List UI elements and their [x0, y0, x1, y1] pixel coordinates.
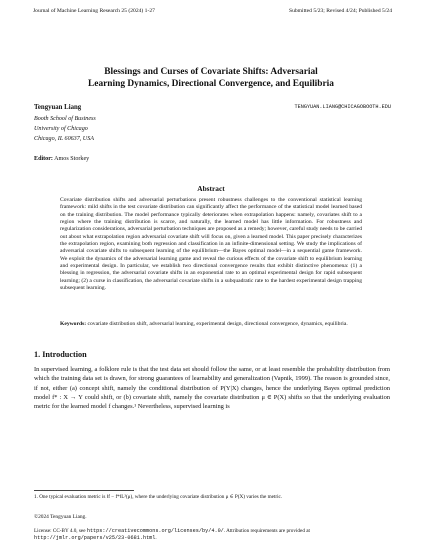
license-url[interactable]: https://creativecommons.org/licenses/by/4.0/: [86, 528, 224, 534]
copyright-line: ©2024 Tengyuan Liang.: [34, 514, 87, 520]
editor-name: Amos Storkey: [54, 156, 90, 162]
introduction-body: [34, 365, 390, 411]
license-suffix: .: [155, 535, 157, 541]
title-line-2: Learning Dynamics, Directional Convergence, and Equilibria: [88, 79, 334, 89]
author-email: TENGYUAN.LIANG@CHICAGOBOOTH.EDU: [294, 104, 391, 110]
keywords-label: Keywords:: [60, 321, 87, 327]
author-name: Tengyuan Liang: [34, 104, 82, 111]
affiliation-university: University of Chicago: [34, 126, 88, 132]
submission-dates: Submitted 5/23; Revised 4/24; Published 5/24: [288, 8, 392, 14]
license-prefix: License: CC-BY 4.0, see: [34, 528, 86, 534]
footnote: 1. One typical evaluation metric is ‖f − f*‖L²(μ), where the underlying covariate distribution μ ∈ P(X) varies the metric.: [34, 494, 283, 500]
keywords: [60, 321, 362, 328]
intro-paragraph: In supervised learning, a folklore rule is that the test data set should follow the same, or at least resemble the probability distribution from which the training data set is drawn, for strong guarantees of learnability and generalization (Vapnik, 1999). The reason is grounded since, if not, either (a) concept shift, namely the conditional distribution of P(Y|X) changes, hence the underlying Bayes optimal prediction model f* : X → Y could shift, or (b) covariate shift, namely the covariate distribution μ ∈ P(X) shifts so that the underlying evaluation metric for the learned model f changes.¹ Nevertheless, supervised learning is: [34, 366, 390, 410]
license-line: [34, 528, 390, 542]
affiliation-school: Booth School of Business: [34, 116, 96, 122]
license-middle: . Attribution requirements are provided at: [223, 528, 310, 534]
editor-label: Editor:: [34, 156, 53, 162]
affiliation-address: Chicago, IL 60637, USA: [34, 136, 94, 142]
title-line-1: Blessings and Curses of Covariate Shifts: Adversarial: [104, 67, 318, 77]
running-header: [33, 8, 392, 14]
paper-title: [34, 66, 388, 90]
abstract-text: Covariate distribution shifts and adversarial perturbations present robustness challenges to the conventional statistical learning framework: mild shifts in the test covariate distribution can significantly affect the performance of the statistical model learned based on the training distribution. The model performance typically deteriorates when extrapolation happens: namely, covariates shift to a region where the training distribution is scarce, and naturally, the learned model has little information. For robustness and regularization considerations, adversarial perturbation techniques are proposed as a remedy; however, careful study needs to be carried out about what extrapolation region adversarial covariate shift will focus on, given a learned model. This paper precisely characterizes the extrapolation region, examining both regression and classification in an infinite-dimensional setting. We study the implications of adversarial covariate shifts to subsequent learning of the equilibrium—the Bayes optimal model—in a sequential game framework. We exploit the dynamics of the adversarial learning game and reveal the curious effects of the covariate shift to equilibrium learning and experimental design. In particular, we establish two directional convergence results that exhibit distinctive phenomena: (1) a blessing in regression, the adversarial covariate shifts in an exponential rate to an optimal experimental design for rapid subsequent learning; (2) a curse in classification, the adversarial covariate shifts in a subquadratic rate to the hardest experimental design trapping subsequent learning.: [60, 197, 362, 292]
footnote-divider: [34, 490, 134, 491]
abstract-heading: Abstract: [197, 184, 225, 193]
keywords-text: covariate distribution shift, adversarial learning, experimental design, directional convergence, dynamics, equilibria.: [87, 321, 348, 327]
paper-url[interactable]: http://jmlr.org/papers/v25/23-0681.html: [34, 535, 156, 541]
editor-line: [34, 156, 89, 162]
journal-citation: Journal of Machine Learning Research 25 (2024) 1-27: [33, 8, 155, 14]
section-heading: 1. Introduction: [34, 350, 87, 359]
